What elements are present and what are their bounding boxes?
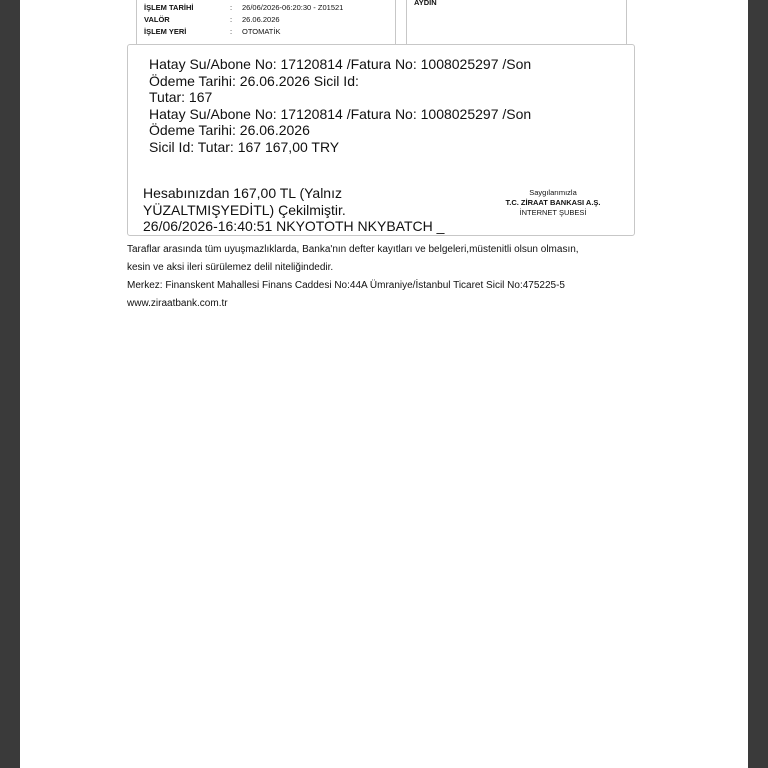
transaction-info-box <box>136 0 396 48</box>
info-value: 26.06.2026 <box>242 15 280 24</box>
info-row-tax-id <box>144 0 288 1</box>
withdrawal-note <box>143 185 444 235</box>
info-key: İŞLEM YERİ <box>144 27 187 36</box>
info-row-transaction-place: İŞLEM YERİ : OTOMATİK <box>144 27 281 36</box>
transaction-detail-box <box>127 44 635 236</box>
branch-city: AYDIN <box>414 0 437 7</box>
withdrawal-line: YÜZALTMIŞYEDİTL) Çekilmiştir. <box>143 201 346 218</box>
description-line: Sicil Id: Tutar: 167 167,00 TRY <box>149 138 340 155</box>
description-line: Hatay Su/Abone No: 17120814 /Fatura No: 1008025297 /Son <box>149 105 532 122</box>
info-row-value-date: VALÖR : 26.06.2026 <box>144 15 280 24</box>
info-key: VALÖR <box>144 15 170 24</box>
description-line: Ödeme Tarihi: 26.06.2026 Sicil Id: <box>149 72 359 89</box>
info-value: 26/06/2026-06:20:30 - Z01521 <box>242 3 344 12</box>
info-value: OTOMATİK <box>242 27 281 36</box>
branch-info-box <box>406 0 627 48</box>
info-key: İŞLEM TARİHİ <box>144 3 194 12</box>
legal-footer <box>127 241 647 313</box>
signature-greeting: Saygılarımızla <box>529 188 577 197</box>
signature-branch: İNTERNET ŞUBESİ <box>519 208 587 217</box>
footer-line: kesin ve aksi ileri sürülemez delil niteliğindedir. <box>127 262 334 273</box>
footer-website: www.ziraatbank.com.tr <box>127 298 228 309</box>
signature-bank-name: T.C. ZİRAAT BANKASI A.Ş. <box>505 198 601 207</box>
info-key <box>144 0 230 1</box>
signature-block <box>488 188 618 218</box>
receipt-page <box>20 0 748 768</box>
description-line: Tutar: 167 <box>149 89 213 105</box>
withdrawal-line: Hesabınızdan 167,00 TL (Yalnız <box>143 185 342 201</box>
footer-line: Merkez: Finanskent Mahallesi Finans Caddesi No:44A Ümraniye/İstanbul Ticaret Sicil No:475225-5 <box>127 280 565 291</box>
transaction-description <box>149 56 569 155</box>
info-row-transaction-date: İŞLEM TARİHİ : 26/06/2026-06:20:30 - Z01521 <box>144 3 344 12</box>
description-line: Ödeme Tarihi: 26.06.2026 <box>149 122 310 138</box>
description-line: Hatay Su/Abone No: 17120814 /Fatura No: 1008025297 /Son <box>149 56 532 72</box>
withdrawal-line: 26/06/2026-16:40:51 NKYOTOTH NKYBATCH _ <box>143 218 445 234</box>
footer-line: Taraflar arasında tüm uyuşmazlıklarda, Banka'nın defter kayıtları ve belgeleri,müstenitli olsun olmasın, <box>127 244 579 255</box>
